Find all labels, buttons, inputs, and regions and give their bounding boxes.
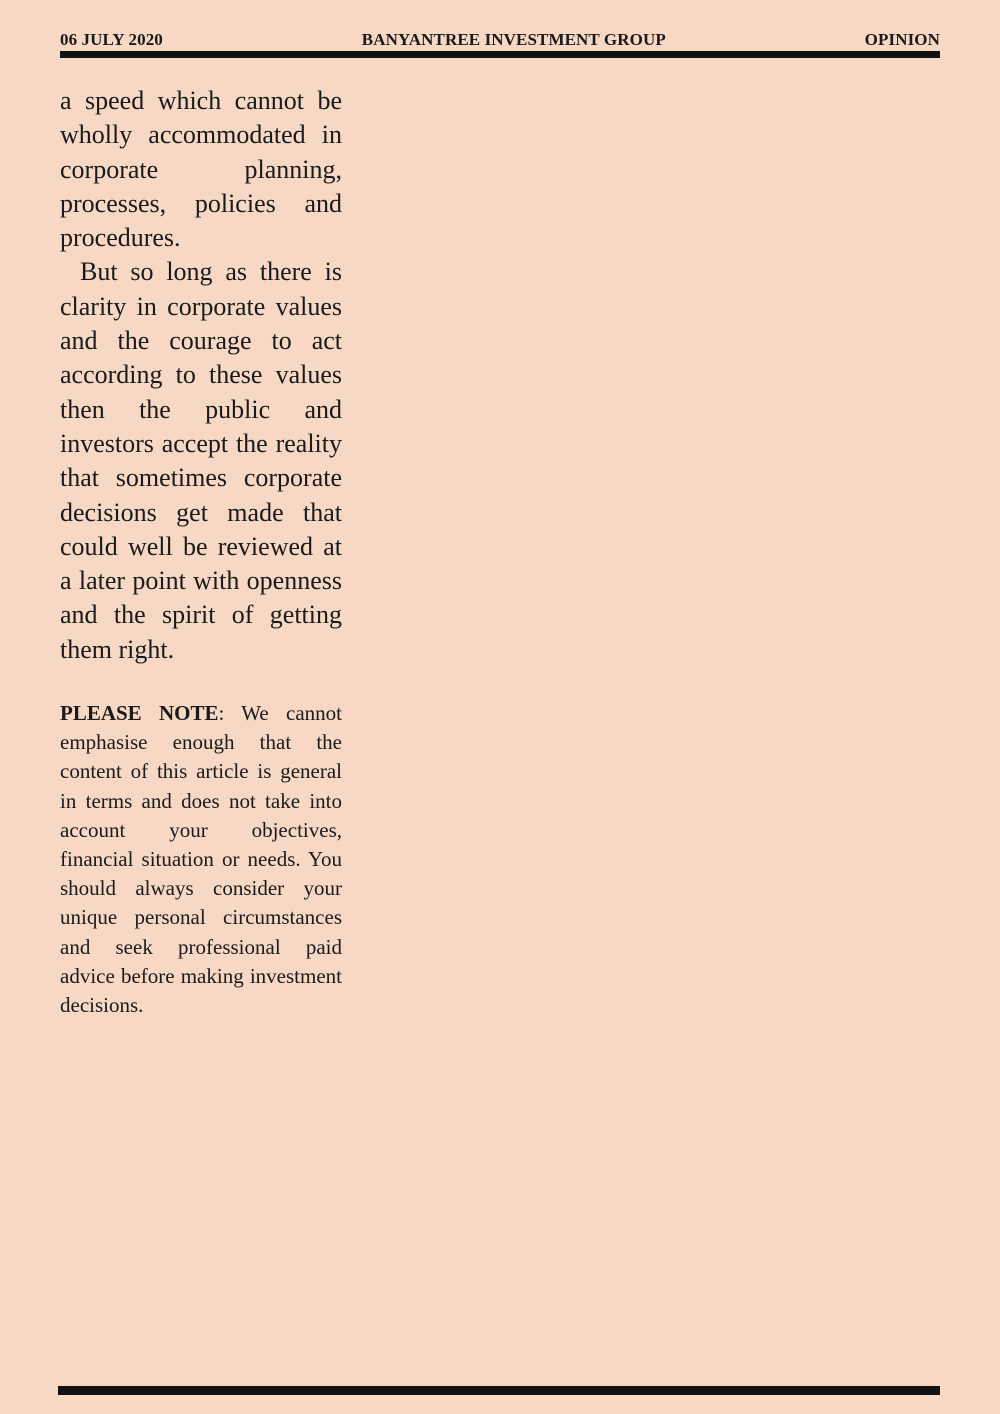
header-section: OPINION bbox=[864, 30, 940, 49]
footer-rule bbox=[58, 1386, 940, 1395]
disclaimer-label: PLEASE NOTE bbox=[60, 701, 219, 726]
article-paragraph-2: But so long as there is clarity in corporate values and the courage to act according to these values then the public and investors accept the reality that sometimes corporate decisions get made that could well be reviewed at a later point with openness and the spirit of getting them right. bbox=[60, 257, 342, 664]
article-paragraph-1: a speed which cannot be wholly accommodated in corporate planning, processes, policies and procedures. bbox=[60, 86, 342, 253]
article-column bbox=[60, 84, 342, 1041]
disclaimer-text: We cannot emphasise enough that the content of this article is general in terms and does not take into account your objectives, financial situation or needs. You should always consider your unique personal circumstances and seek professional paid advice before making investment decisions. bbox=[60, 701, 342, 1018]
disclaimer-note bbox=[60, 699, 342, 1020]
page-header bbox=[60, 28, 940, 50]
header-publisher: BANYANTREE INVESTMENT GROUP bbox=[361, 30, 666, 49]
header-rule bbox=[60, 51, 940, 58]
disclaimer-separator: : bbox=[218, 701, 225, 726]
header-date: 06 JULY 2020 bbox=[60, 30, 163, 49]
